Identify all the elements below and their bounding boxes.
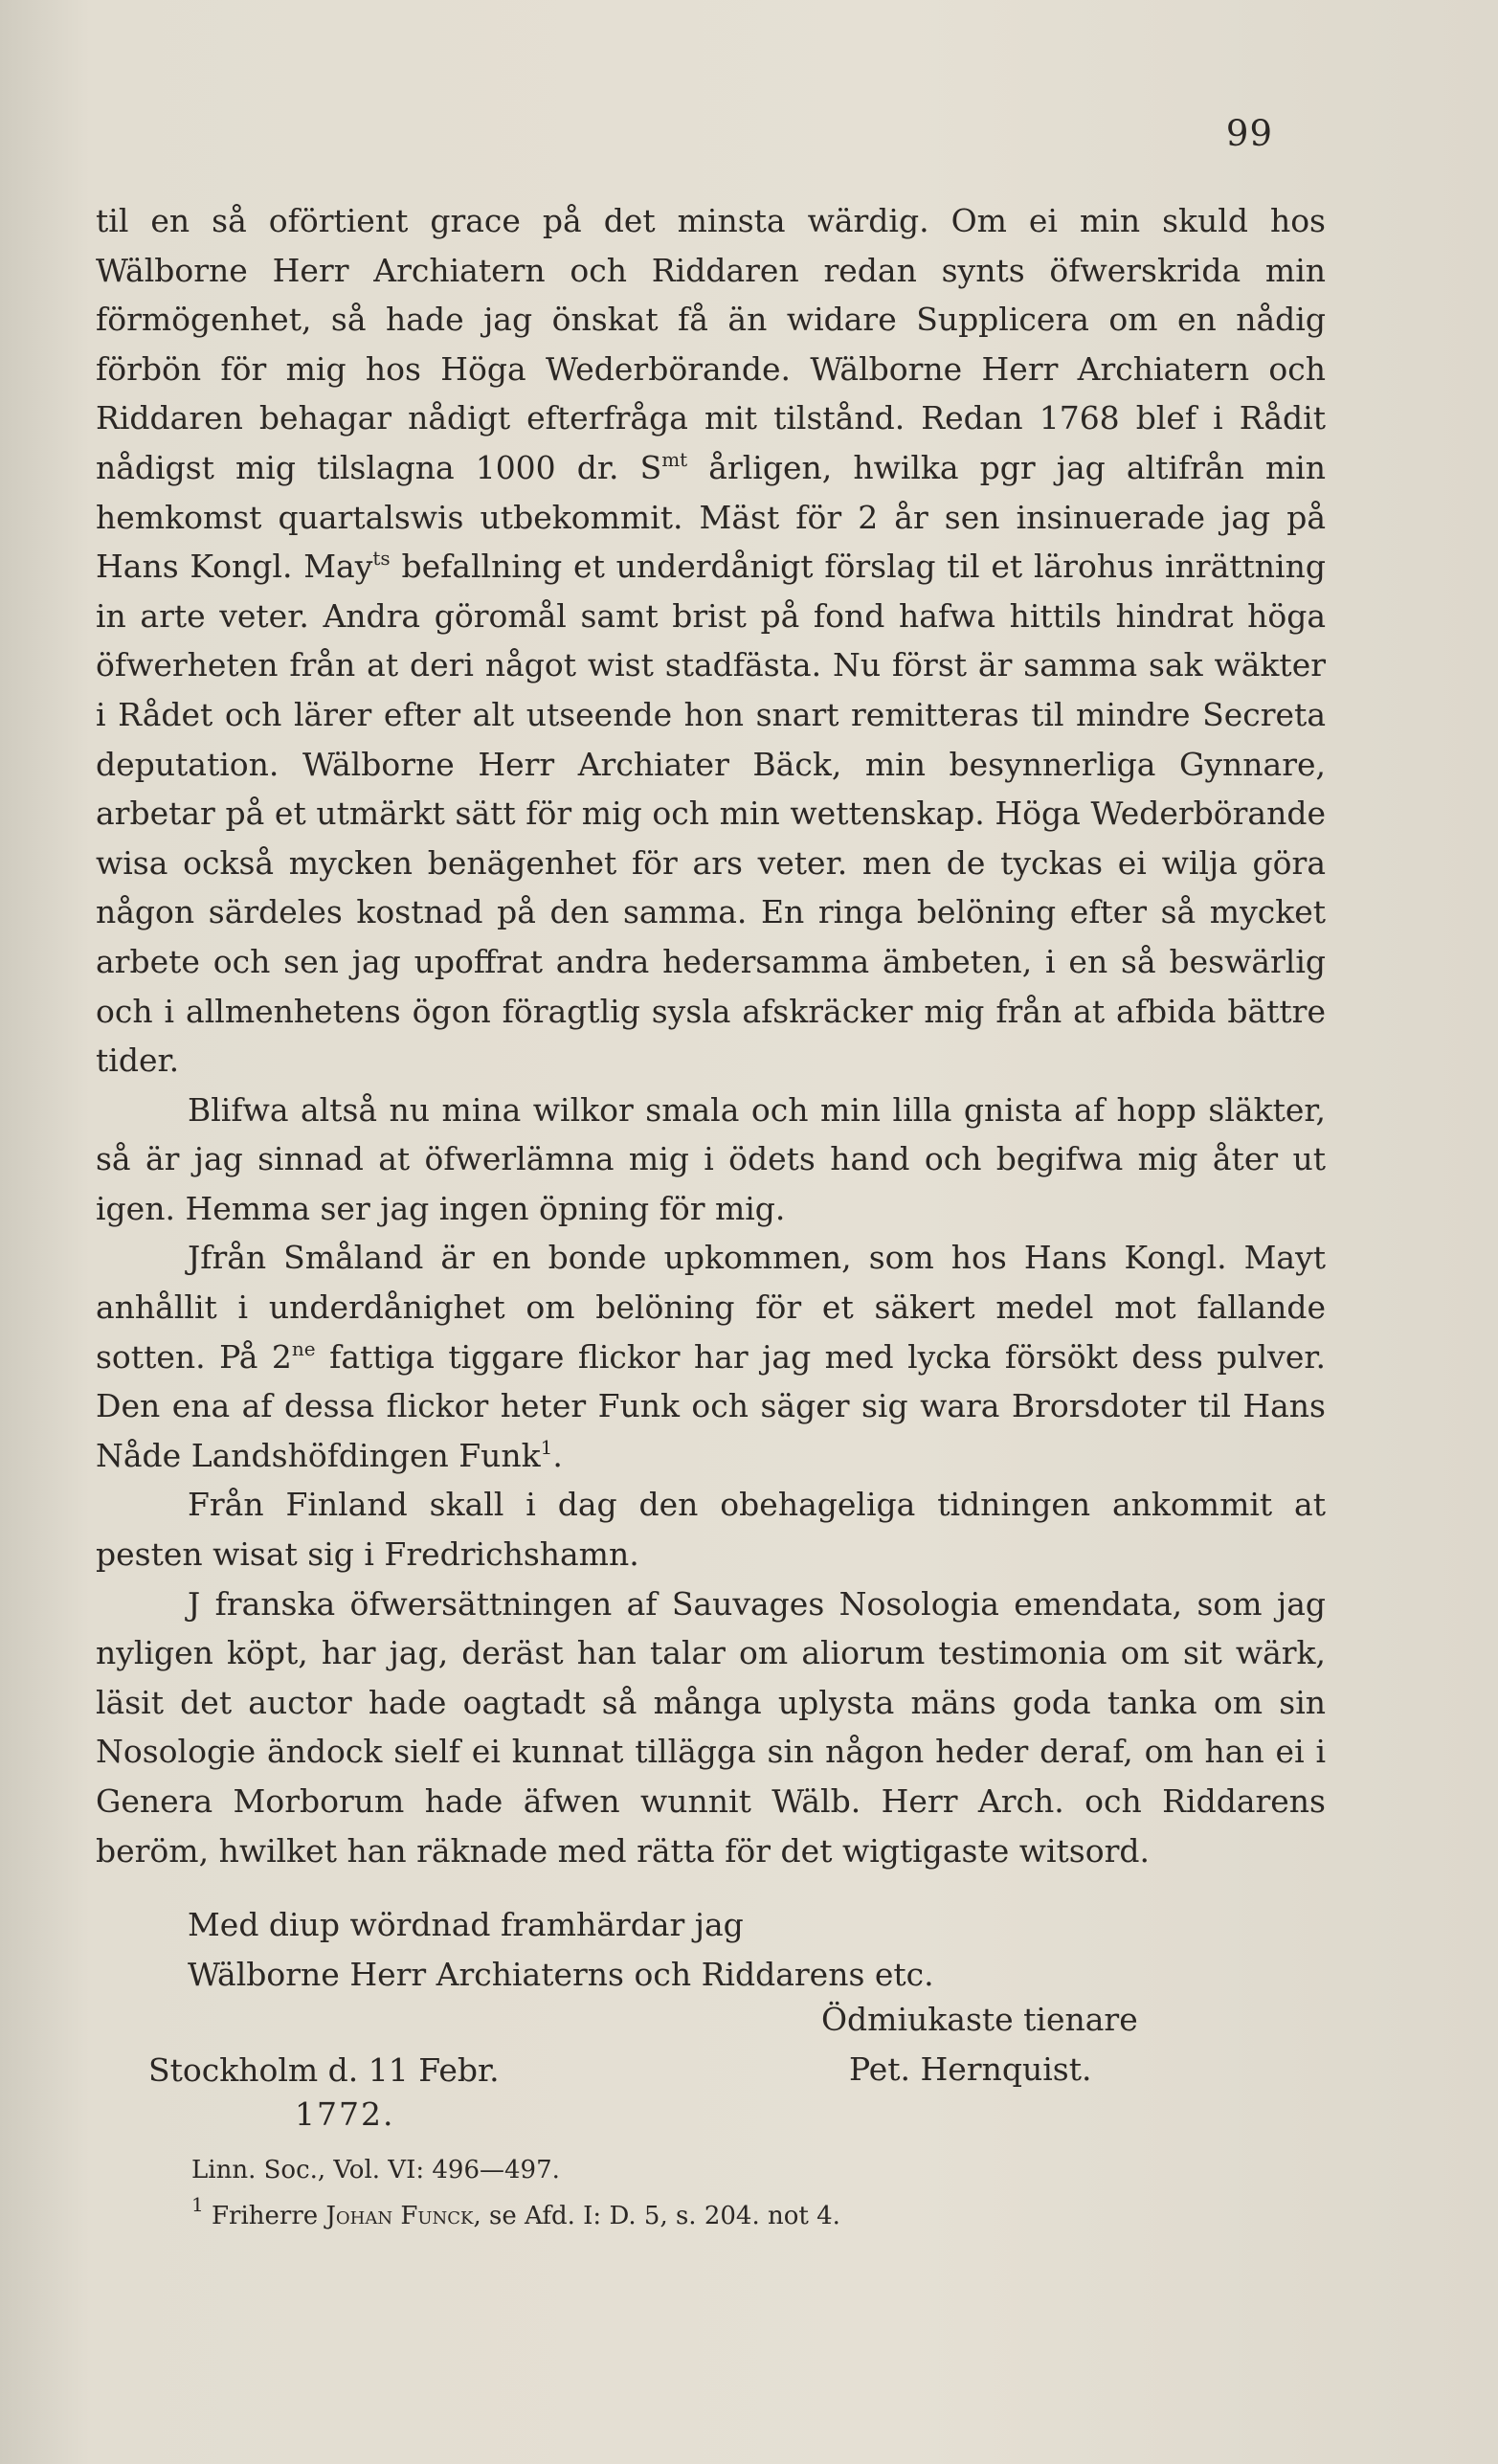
paragraph-text: Jfrån Småland är en bonde upkommen, som hos Hans Kongl. Mayt anhållit i underdånighet om belöning för et säkert medel mot fallande sotten. På 2 <box>96 1239 1326 1376</box>
paragraph-text: til en så oförtient grace på det minsta wärdig. Om ei min skuld hos Wälborne Herr Archiatern och Riddaren redan synts öfwerskrida min förmögenhet, så hade jag önskat få än widare Supplicera om en nådig förbön för mig hos Höga Wederbörande. Wälborne Herr Archiatern och Riddaren behagar nådigt efterfråga mit tilstånd. Redan 1768 blef i Rådit nådigst mig tilslagna 1000 dr. S <box>96 202 1326 486</box>
place-date: Stockholm d. 11 Febr. <box>148 2051 500 2089</box>
paragraph-4: Från Finland skall i dag den obehageliga tidningen ankommit at pesten wisat sig i Fredrichshamn. <box>96 1486 1326 1574</box>
footnote-text: , se Afd. I: D. 5, s. 204. not 4. <box>473 2202 840 2230</box>
paragraph-2: Blifwa altså nu mina wilkor smala och min lilla gnista af hopp släkter, så är jag sinnad at öfwerlämna mig i ödets hand och begifwa mig åter ut igen. Hemma ser jag ingen öpning för mig. <box>96 1090 1326 1227</box>
footnote-name: Johan Funck <box>325 2202 474 2230</box>
paragraph-text: . <box>552 1436 563 1474</box>
signature-role: Ödmiukaste tienare <box>821 2001 1138 2038</box>
footnote-marker: 1 <box>540 1435 553 1459</box>
paragraph-text: fattiga tiggare flickor har jag med lycka försökt dess pulver. Den ena af dessa flickor heter Funk och säger sig wara Brorsdoter til Hans Nåde Landshöfdingen Funk <box>96 1337 1326 1474</box>
superscript-abbrev: mt <box>661 447 688 471</box>
page-number: 99 <box>1225 113 1273 154</box>
paragraph-text: årligen, hwilka pgr jag altifrån min hemkomst quartalswis utbekommit. Mäst för 2 år sen insinuerade jag på Hans Kongl. May <box>96 448 1326 586</box>
footnote-mark: 1 <box>191 2193 204 2216</box>
superscript-abbrev: ts <box>372 547 391 571</box>
closing-line-2: Wälborne Herr Archiaterns och Riddarens etc. <box>188 1956 934 1993</box>
paragraph-1 <box>96 196 1326 1086</box>
source-reference: Linn. Soc., Vol. VI: 496—497. <box>191 2156 560 2184</box>
footnote-text: Friherre <box>203 2202 326 2230</box>
superscript-abbrev: ne <box>291 1336 316 1360</box>
year: 1772. <box>295 2095 395 2133</box>
signature-name: Pet. Hernquist. <box>849 2050 1092 2088</box>
paragraph-text: befallning et underdånigt förslag til et lärohus inrättning in arte veter. Andra göromål samt brist på fond hafwa hittils hindrat höga öfwerheten från at deri något wist stadfästa. Nu först är samma sak wäkter i Rådet och lärer efter alt utseende hon snart remitteras til mindre Secreta deputation. Wälborne Herr Archiater Bäck, min besynnerliga Gynnare, arbetar på et utmärkt sätt för mig och min wettenskap. Höga Wederbörande wisa också mycken benägenhet för ars veter. men de tyckas ei wilja göra någon särdeles kostnad på den samma. En ringa belöning efter så mycket arbete och sen jag upoffrat andra hedersamma ämbeten, i en så beswärlig och i allmenhetens ögon föragtlig sysla afskräcker mig från at afbida bättre tider. <box>96 548 1326 1080</box>
paragraph-5: J franska öfwersättningen af Sauvages Nosologia emendata, som jag nyligen köpt, har jag, deräst han talar om aliorum testimonia om sit wärk, läsit det auctor hade oagtadt så många uplysta mäns goda tanka om sin Nosologie ändock sielf ei kunnat tillägga sin någon heder deraf, om han ei i Genera Morborum hade äfwen wunnit Wälb. Herr Arch. och Riddarens beröm, hwilket han räknade med rätta för det wigtigaste witsord. <box>96 1584 1326 1870</box>
letter-body <box>96 196 1326 1875</box>
footnote <box>191 2193 840 2230</box>
closing-line-1: Med diup wördnad framhärdar jag <box>188 1906 744 1943</box>
paragraph-3 <box>96 1233 1326 1480</box>
closing-block <box>96 1900 1326 2000</box>
